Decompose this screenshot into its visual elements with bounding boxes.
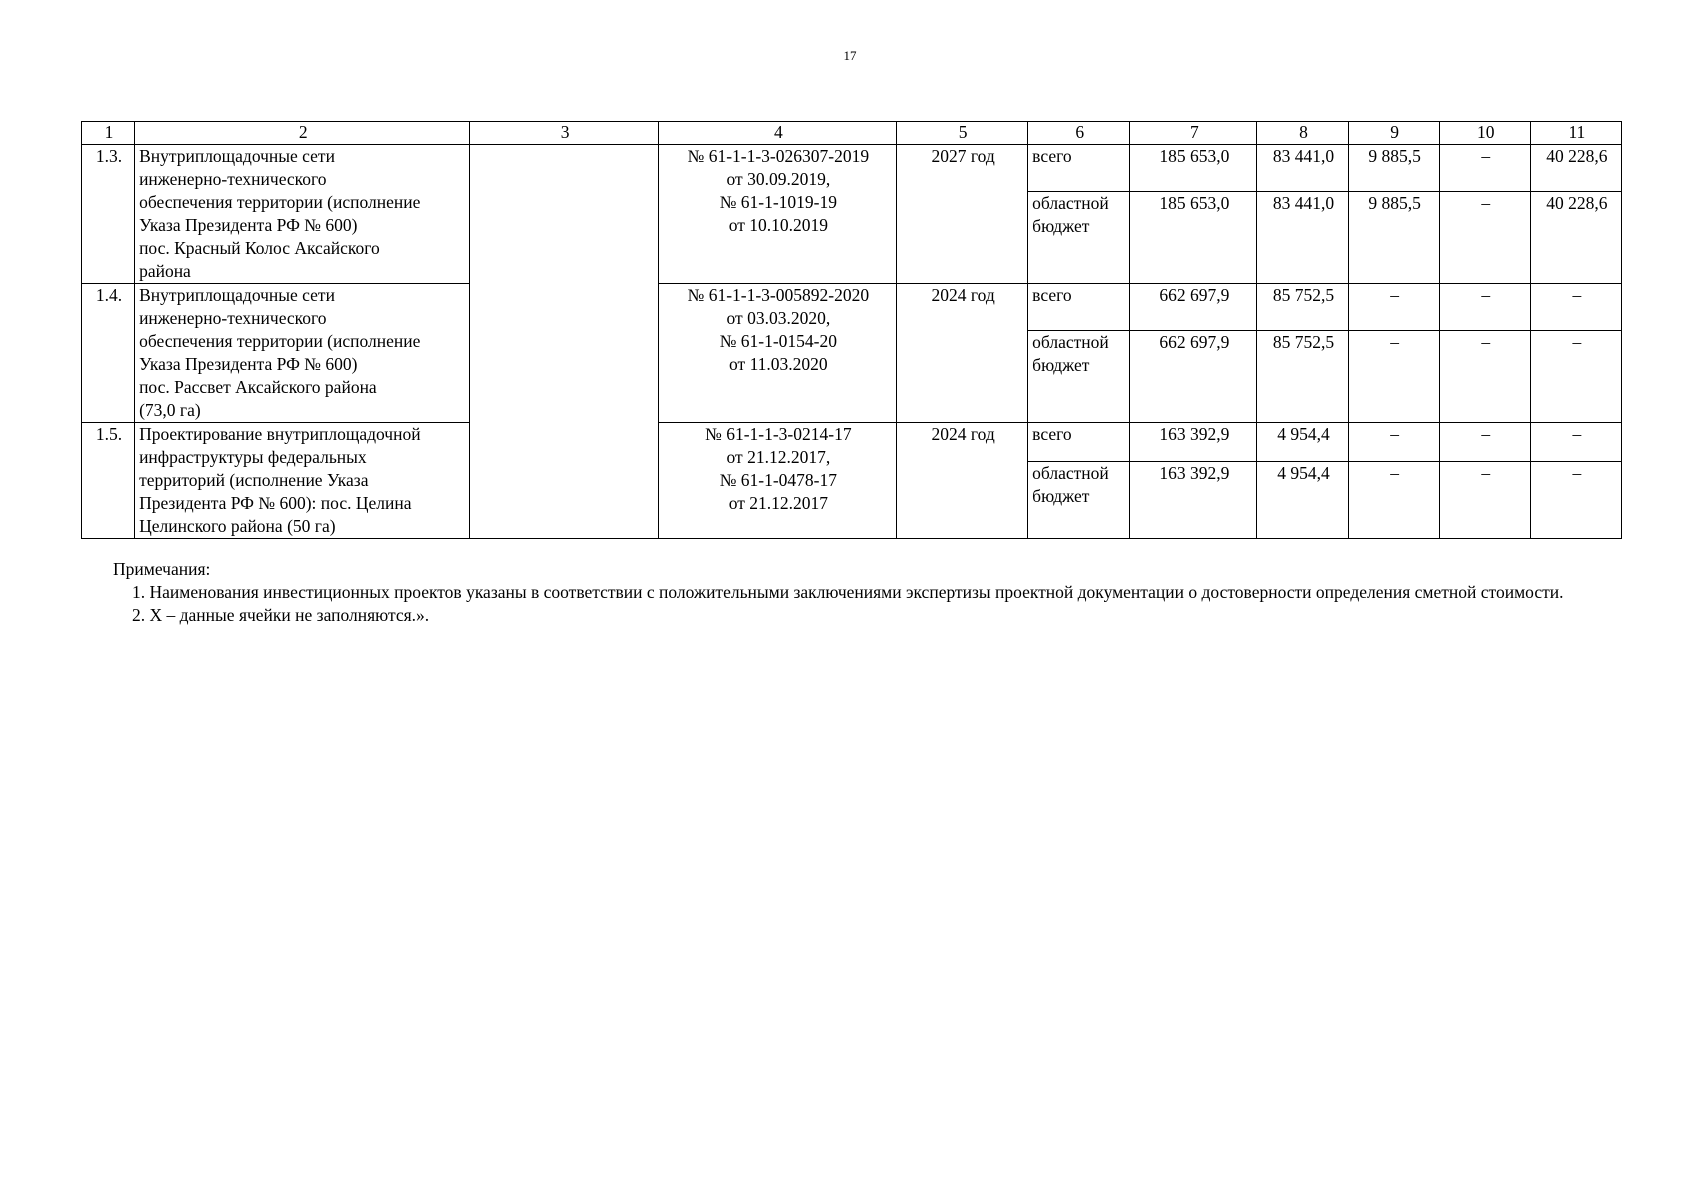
value-cell: –: [1530, 330, 1621, 422]
value-cell: –: [1439, 330, 1530, 422]
value-cell: 185 653,0: [1130, 145, 1257, 192]
value-cell: –: [1530, 423, 1621, 462]
completion-year: 2024 год: [897, 423, 1028, 539]
notes-section: [113, 558, 1621, 627]
header-cell: 11: [1530, 122, 1621, 145]
completion-year: 2027 год: [897, 145, 1028, 284]
project-name: Проектирование внутриплощадочной инфраструктуры федеральных территорий (исполнение Указа Президента РФ № 600): пос. Целина Целинского района (50 га): [135, 423, 470, 539]
value-cell: 662 697,9: [1130, 330, 1257, 422]
funding-source: областной бюджет: [1028, 462, 1130, 539]
value-cell: –: [1439, 462, 1530, 539]
funding-source: всего: [1028, 423, 1130, 462]
funding-source: областной бюджет: [1028, 191, 1130, 283]
value-cell: 85 752,5: [1257, 330, 1348, 422]
budget-table: [81, 121, 1622, 539]
completion-year: 2024 год: [897, 284, 1028, 423]
table-row: [82, 284, 1622, 331]
expertise-document: № 61-1-1-3-005892-2020 от 03.03.2020, № 61-1-0154-20 от 11.03.2020: [658, 284, 896, 423]
header-cell: 7: [1130, 122, 1257, 145]
project-name: Внутриплощадочные сети инженерно-технического обеспечения территории (исполнение Указа Президента РФ № 600) пос. Красный Колос Аксайского района: [135, 145, 470, 284]
note-item: 1. Наименования инвестиционных проектов указаны в соответствии с положительными заключениями экспертизы проектной документации о достоверности определения сметной стоимости.: [132, 582, 1564, 602]
value-cell: 185 653,0: [1130, 191, 1257, 283]
table-header-row: [82, 122, 1622, 145]
header-cell: 8: [1257, 122, 1348, 145]
value-cell: 4 954,4: [1257, 462, 1348, 539]
page-number: 17: [843, 48, 857, 63]
header-cell: 1: [82, 122, 135, 145]
notes-title: Примечания:: [113, 559, 211, 579]
table-row: [82, 423, 1622, 462]
header-cell: 2: [135, 122, 470, 145]
value-cell: –: [1439, 191, 1530, 283]
funding-source: областной бюджет: [1028, 330, 1130, 422]
row-number: 1.4.: [82, 284, 135, 423]
value-cell: 85 752,5: [1257, 284, 1348, 331]
row-number: 1.3.: [82, 145, 135, 284]
table-row: [82, 145, 1622, 192]
value-cell: –: [1530, 462, 1621, 539]
value-cell: 83 441,0: [1257, 191, 1348, 283]
column-3-cell: [470, 145, 658, 539]
value-cell: 9 885,5: [1348, 145, 1439, 192]
header-cell: 5: [897, 122, 1028, 145]
header-cell: 4: [658, 122, 896, 145]
funding-source: всего: [1028, 284, 1130, 331]
expertise-document: № 61-1-1-3-0214-17 от 21.12.2017, № 61-1-0478-17 от 21.12.2017: [658, 423, 896, 539]
value-cell: 662 697,9: [1130, 284, 1257, 331]
note-item: 2. Х – данные ячейки не заполняются.».: [132, 605, 430, 625]
value-cell: 40 228,6: [1530, 191, 1621, 283]
project-name: Внутриплощадочные сети инженерно-технического обеспечения территории (исполнение Указа Президента РФ № 600) пос. Рассвет Аксайского района (73,0 га): [135, 284, 470, 423]
value-cell: 163 392,9: [1130, 462, 1257, 539]
value-cell: 40 228,6: [1530, 145, 1621, 192]
row-number: 1.5.: [82, 423, 135, 539]
expertise-document: № 61-1-1-3-026307-2019 от 30.09.2019, № 61-1-1019-19 от 10.10.2019: [658, 145, 896, 284]
funding-source: всего: [1028, 145, 1130, 192]
value-cell: –: [1348, 423, 1439, 462]
value-cell: 9 885,5: [1348, 191, 1439, 283]
value-cell: –: [1348, 462, 1439, 539]
header-cell: 9: [1348, 122, 1439, 145]
value-cell: 83 441,0: [1257, 145, 1348, 192]
value-cell: 4 954,4: [1257, 423, 1348, 462]
header-cell: 3: [470, 122, 658, 145]
value-cell: –: [1439, 145, 1530, 192]
value-cell: –: [1439, 423, 1530, 462]
value-cell: –: [1439, 284, 1530, 331]
header-cell: 6: [1028, 122, 1130, 145]
value-cell: –: [1348, 330, 1439, 422]
header-cell: 10: [1439, 122, 1530, 145]
value-cell: 163 392,9: [1130, 423, 1257, 462]
value-cell: –: [1530, 284, 1621, 331]
value-cell: –: [1348, 284, 1439, 331]
